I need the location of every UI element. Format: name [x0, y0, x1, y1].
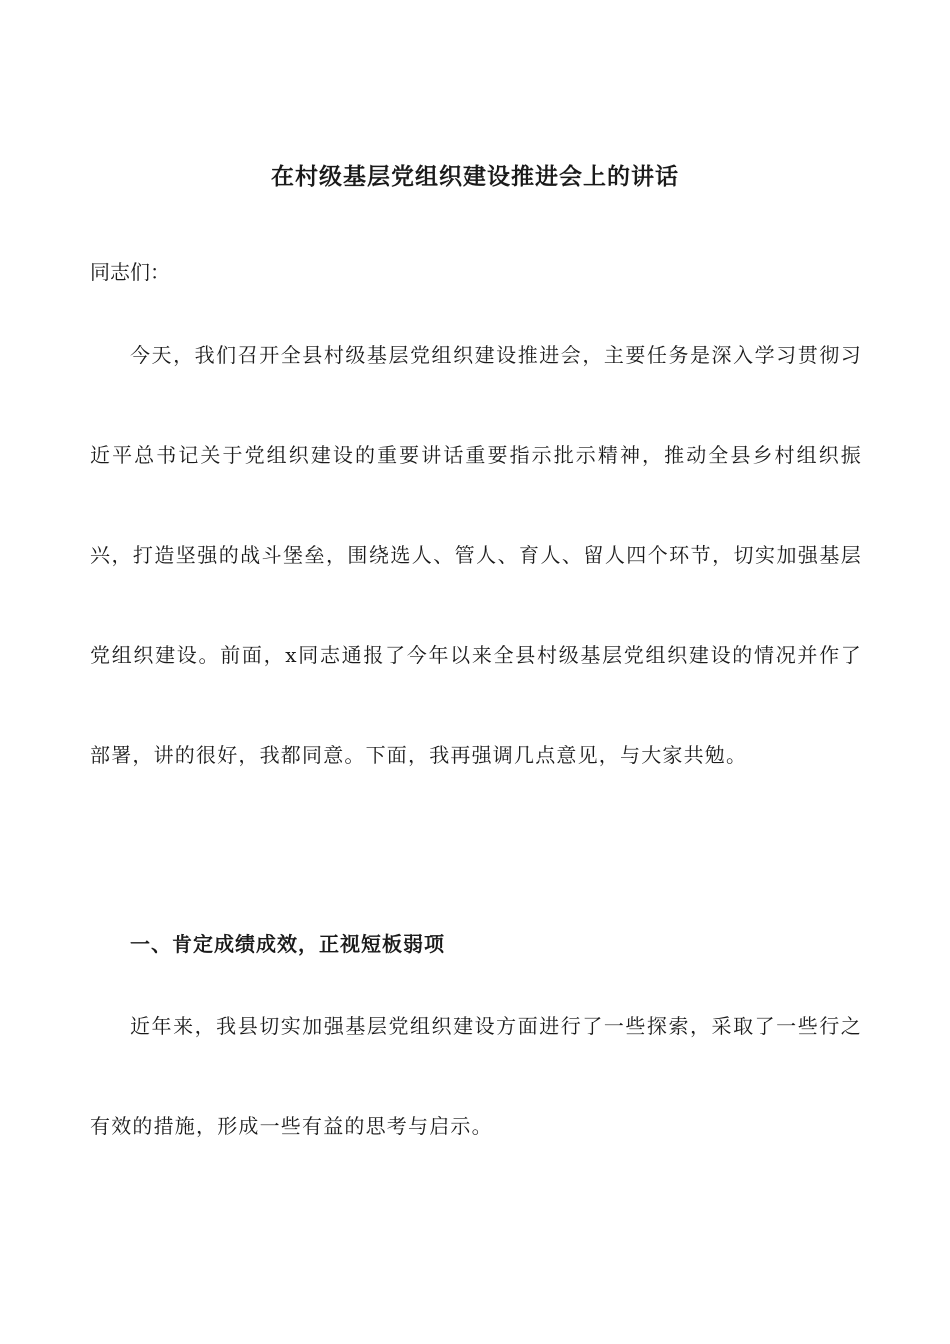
- section-heading-1: 一、肯定成绩成效，正视短板弱项: [130, 932, 445, 956]
- document-title: 在村级基层党组织建设推进会上的讲话: [271, 163, 679, 190]
- salutation: 同志们：: [90, 260, 170, 284]
- paragraph-section-1: 近年来，我县切实加强基层党组织建设方面进行了一些探索，采取了一些行之有效的措施，形成一些有益的思考与启示。: [90, 1014, 862, 1138]
- paragraph-intro: 今天，我们召开全县村级基层党组织建设推进会，主要任务是深入学习贯彻习近平总书记关于党组织建设的重要讲话重要指示批示精神，推动全县乡村组织振兴，打造坚强的战斗堡垒，围绕选人、管人、育人、留人四个环节，切实加强基层党组织建设。前面，x同志通报了今年以来全县村级基层党组织建设的情况并作了部署，讲的很好，我都同意。下面，我再强调几点意见，与大家共勉。: [90, 343, 862, 767]
